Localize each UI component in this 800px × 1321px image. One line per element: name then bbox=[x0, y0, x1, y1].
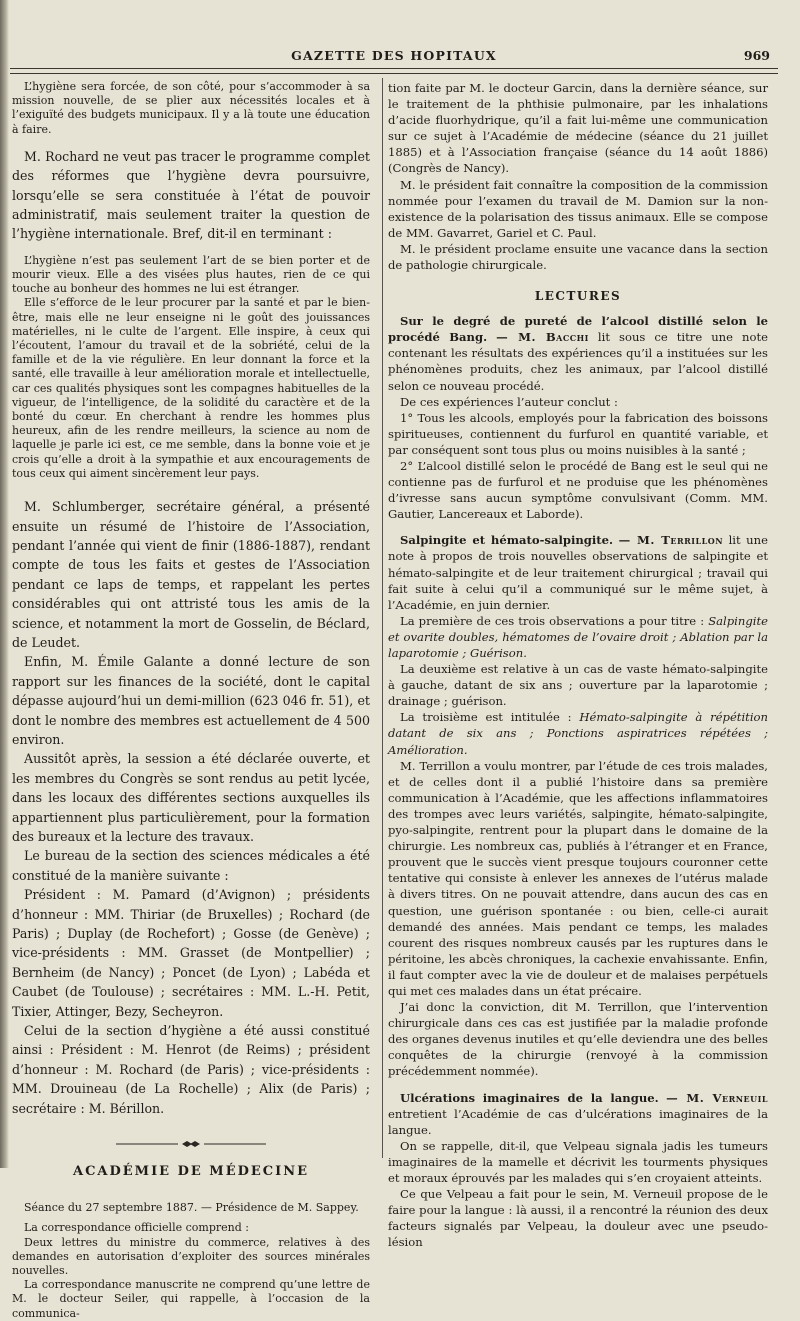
quote-paragraph: L’hygiène n’est pas seulement l’art de se bien porter et de mourir vieux. Elle a des visées plus hautes, rien de ce qui touche au bonheur des hommes ne lui est étranger. bbox=[12, 253, 370, 296]
section-separator-ornament bbox=[116, 1140, 266, 1148]
reading-author: — M. Verneuil bbox=[666, 1090, 768, 1105]
reading-text: entretient l’Académie de cas d’ulcérations imaginaires de la langue. bbox=[388, 1106, 768, 1137]
paragraph: Celui de la section d’hygiène a été aussi constitué ainsi : Président : M. Henrot (de Reims) ; président d’honneur : M. Rochard (de Paris) ; vice-présidents : MM. Drouineau (de La Rochelle) ; Alix (de Paris) ; secrétaire : M. Bérillon. bbox=[12, 1023, 370, 1116]
observation-title: Salpingite et ovarite doubles, hématomes de l’ovaire droit ; Ablation par la laparotomie ; Guérison. bbox=[388, 613, 768, 660]
paragraph: Deux lettres du ministre du commerce, relatives à des demandes en autorisation d’exploiter des sources minérales nouvelles. bbox=[12, 1235, 370, 1277]
seance-line: Séance du 27 septembre 1887. — Présidence de M. Sappey. bbox=[24, 1201, 359, 1215]
paragraph: M. le président proclame ensuite une vacance dans la section de pathologie chirurgicale. bbox=[388, 241, 768, 273]
paragraph: 1° Tous les alcools, employés pour la fabrication des boissons spiritueuses, contiennent du furfurol en quantité variable, et par conséquent sont tous plus ou moins nuisibles à la santé ; bbox=[388, 410, 768, 457]
paragraph: Enfin, M. Émile Galante a donné lecture de son rapport sur les finances de la société, dont le capital dépasse aujourd’hui un demi-million (623 046 fr. 51), et dont le nombre des membres est actuellement de 4 500 environ. bbox=[12, 654, 370, 747]
page-number: 969 bbox=[743, 48, 770, 63]
reading-author: — M. Bacchi bbox=[496, 330, 589, 345]
paragraph: M. Terrillon a voulu montrer, par l’étude de ces trois malades, et de celles dont il a publié l’histoire dans sa première communication à l’Académie, que les affections inflammatoires des trompes avec leurs variétés, salpingite, hémato-salpingite, pyo-salpingite, rentrent pour la plupart dans le domaine de la chirurgie. Les nombreux cas, publiés à l’étranger et en France, prouvent que le succès vient presque toujours couronner cette tentative qui consiste à enlever les annexes de l’utérus malade à divers titres. On ne pouvait attendre, dans aucun des cas en question, une guérison spontanée : ou bien, celle-ci aurait demandé des années. Mais pendant ce temps, les malades courent des risques nombreux causés par les ruptures dans le péritoine, les abcès chroniques, la cachexie envahissante. Enfin, il faut compter avec la vie de douleur et de malaises perpétuels qui met ces malades dans un état précaire. bbox=[388, 758, 768, 998]
paragraph: La correspondance officielle comprend : bbox=[24, 1221, 249, 1235]
paragraph: M. Rochard ne veut pas tracer le programme complet des réformes que l’hygiène devra poursuivre, lorsqu’elle se sera constituée à l’état de pouvoir administratif, mais seulement traiter la question de l’hygiène internationale. Bref, dit-il en terminant : bbox=[12, 148, 370, 242]
left-column bbox=[12, 80, 370, 1320]
paragraph: L’hygiène sera forcée, de son côté, pour s’accommoder à sa mission nouvelle, de se plier aux nécessités locales et à l’exiguïté des budgets municipaux. Il y a là toute une éducation à faire. bbox=[12, 80, 370, 136]
paragraph: J’ai donc la conviction, dit M. Terrillon, que l’intervention chirurgicale dans ces cas est justifiée par la maladie profonde des organes devenus inutiles et qu’elle deviendra une des belles conquêtes de la chirurgie (renvoyé à la commission précédemment nommée). bbox=[388, 1000, 768, 1079]
reading-entry bbox=[388, 313, 768, 393]
paragraph: On se rappelle, dit-il, que Velpeau signala jadis les tumeurs imaginaires de la mamelle et décrivit les tourments physiques et moraux éprouvés par les malades qui s’en croyaient atteints. bbox=[388, 1138, 768, 1185]
quote-paragraph: Elle s’efforce de le leur procurer par la santé et par le bien-être, mais elle ne leur enseigne ni le goût des jouissances matérielles, ni le culte de l’argent. Elle inspire, à ceux qui l’écoutent, l’amour du travail et de la sobriété, celui de la famille et de la vie régulière. En leur donnant la force et la santé, elle travaille à leur amélioration morale et intellectuelle, car ces qualités physiques sont les compagnes habituelles de la vigueur, de l’intelligence, de la solidité du caractère et de la bonté du cœur. En cherchant à rendre les hommes plus heureux, afin de les rendre meilleurs, la science au nom de laquelle je parle ici est, ce me semble, dans la bonne voie et je crois qu’elle a droit à la sympathie et aux encouragements de tous ceux qui aiment sincèrement leur pays. bbox=[12, 296, 370, 480]
reading-title: Ulcérations imaginaires de la langue. bbox=[400, 1090, 659, 1105]
running-header bbox=[10, 46, 778, 69]
reading-text: lit sous ce titre une note contenant les résultats des expériences qu’il a instituées sur les phénomènes produits, chez les animaux, par l’alcool distillé selon ce nouveau procédé. bbox=[388, 330, 768, 393]
paragraph: La correspondance manuscrite ne comprend qu’une lettre de M. le docteur Seiler, qui rappelle, à l’occasion de la communica- bbox=[12, 1278, 370, 1320]
reading-title: Sur le degré de pureté de l’alcool distillé selon le procédé Bang. bbox=[388, 314, 768, 345]
observation-title: Hémato-salpingite à répétition datant de six ans ; Ponctions aspiratrices répétées ; Amélioration. bbox=[388, 710, 768, 757]
paragraph: De ces expériences l’auteur conclut : bbox=[400, 394, 618, 409]
paragraph: M. le président fait connaître la composition de la commission nommée pour l’examen du travail de M. Damion sur la non-existence de la polarisation des tissus animaux. Elle se compose de MM. Gavarret, Gariel et C. Paul. bbox=[388, 177, 768, 240]
page-edge-shadow bbox=[0, 0, 9, 1168]
paragraph: Aussitôt après, la session a été déclarée ouverte, et les membres du Congrès se sont rendus au petit lycée, dans les locaux des différentes sections auxquelles ils appartiennent plus particulièrement, pour la formation des bureaux et la lecture des travaux. bbox=[12, 751, 370, 844]
paragraph: tion faite par M. le docteur Garcin, dans la dernière séance, sur le traitement de la phthisie pulmonaire, par les inhalations d’acide fluorhydrique, qu’il a fait lui-même une communication sur ce sujet à l’Académie de médecine (séance du 21 juillet 1885) et à l’Association française (séance du 14 août 1886) (Congrès de Nancy). bbox=[388, 81, 768, 176]
paragraph: La deuxième est relative à un cas de vaste hémato-salpingite à gauche, datant de six ans ; ouverture par la laparotomie ; drainage ; guérison. bbox=[388, 662, 768, 709]
reading-entry bbox=[388, 532, 768, 612]
header-rule bbox=[10, 73, 778, 74]
section-heading-academie: ACADÉMIE DE MÉDECINE bbox=[72, 1164, 309, 1180]
reading-title: Salpingite et hémato-salpingite. bbox=[400, 533, 614, 548]
reading-author: — M. Terrillon bbox=[618, 533, 724, 548]
paragraph-text: La troisième est intitulée : bbox=[400, 710, 580, 725]
paragraph bbox=[388, 613, 768, 661]
paragraph: Ce que Velpeau a fait pour le sein, M. Verneuil propose de le faire pour la langue : là aussi, il a rencontré la réunion des deux facteurs signalés par Velpeau, la douleur avec une pseudo-lésion bbox=[388, 1187, 768, 1250]
paragraph: M. Schlumberger, secrétaire général, a présenté ensuite un résumé de l’histoire de l’Association, pendant l’année qui vient de finir (1886-1887), rendant compte de tous les faits et gestes de l’Association pendant ce laps de temps, et rappelant les pertes considérables qui ont attristé tous les amis de la science, et notamment la mort de Gosselin, de Béclard, de Leudet. bbox=[12, 499, 370, 650]
section-heading-lectures: LECTURES bbox=[534, 289, 622, 304]
column-divider bbox=[382, 78, 383, 1158]
reading-text: lit une note à propos de trois nouvelles observations de salpingite et hémato-salpingite et de leur traitement chirurgical ; travail qui fait suite à celui qu’il a communiqué sur le même sujet, à l’Académie, en juin dernier. bbox=[388, 533, 768, 612]
paragraph-text: La première de ces trois observations a pour titre : bbox=[400, 613, 709, 628]
paragraph: 2° L’alcool distillé selon le procédé de Bang est le seul qui ne contienne pas de furfurol et ne produise que les phénomènes d’ivresse sans aucun symptôme convulsivant (Comm. MM. Gautier, Lancereaux et Laborde). bbox=[388, 458, 768, 522]
right-column bbox=[388, 80, 768, 1250]
paragraph: Le bureau de la section des sciences médicales a été constitué de la manière suivante : bbox=[12, 848, 370, 883]
paragraph: Président : M. Pamard (d’Avignon) ; présidents d’honneur : MM. Thiriar (de Bruxelles) ; Rochard (de Paris) ; Duplay (de Rochefort) ; Gosse (de Genève) ; vice-présidents : MM. Grasset (de Montpellier) ; Bernheim (de Nancy) ; Poncet (de Lyon) ; Labéda et Caubet (de Toulouse) ; secrétaires : MM. L.-H. Petit, Tixier, Attinger, Bezy, Secheyron. bbox=[12, 887, 370, 1019]
journal-title: GAZETTE DES HOPITAUX bbox=[291, 48, 497, 63]
paragraph bbox=[388, 709, 768, 757]
reading-entry bbox=[388, 1090, 768, 1138]
